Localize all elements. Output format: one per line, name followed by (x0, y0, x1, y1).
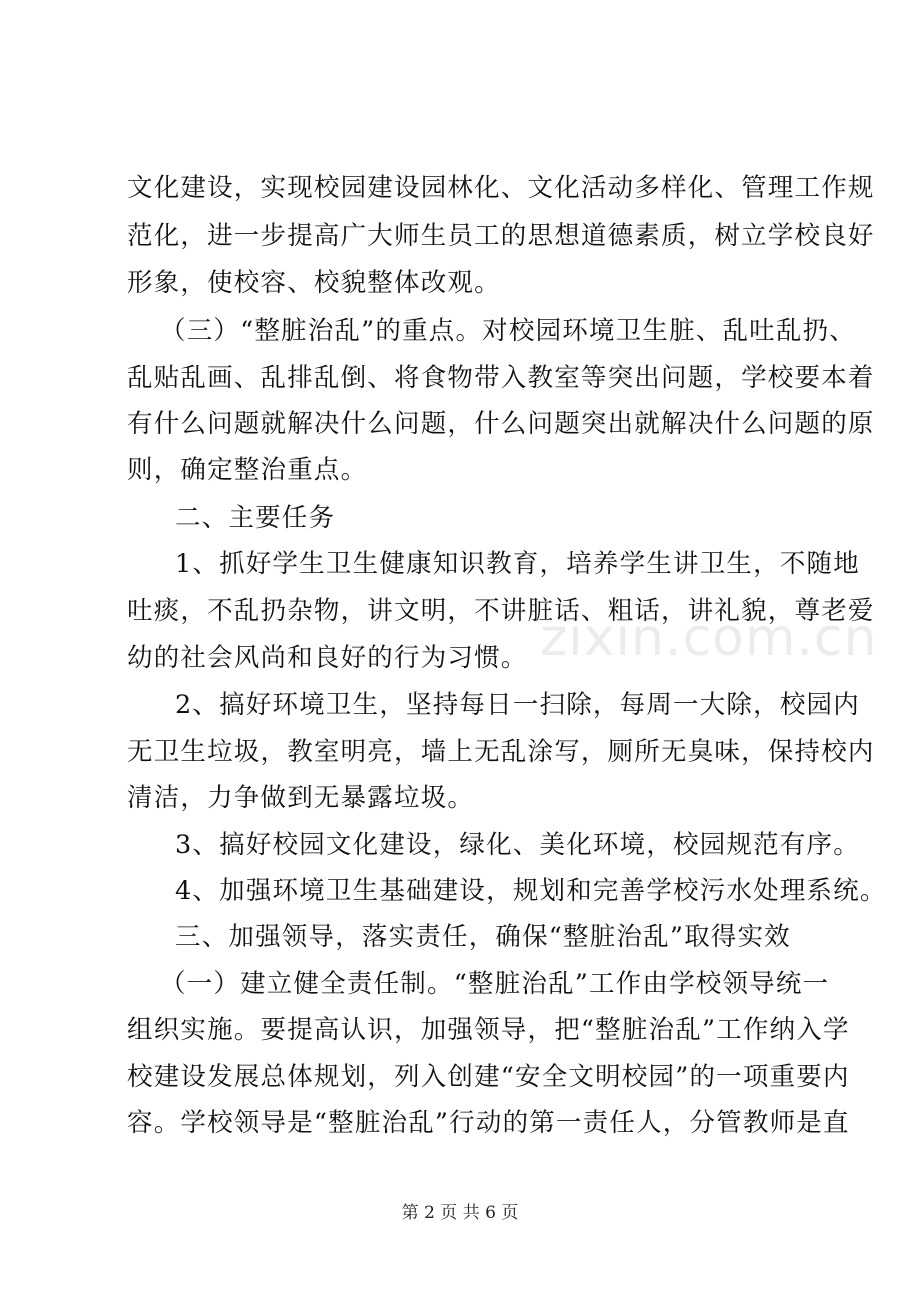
body-line: 容。学校领导是“整脏治乱”行动的第一责任人，分管教师是直 (127, 1108, 850, 1138)
list-item-line: 4、加强环境卫生基础建设，规划和完善学校污水处理系统。 (175, 876, 887, 906)
page-footer: 第 2 页 共 6 页 (401, 1203, 519, 1223)
list-item-line: 3、搞好校园文化建设，绿化、美化环境，校园规范有序。 (175, 830, 860, 860)
list-item-line: 1、抓好学生卫生健康知识教育，培养学生讲卫生，不随地 (175, 549, 860, 579)
body-line: 有什么问题就解决什么问题，什么问题突出就解决什么问题的原 (127, 409, 875, 439)
body-line: 吐痰，不乱扔杂物，讲文明，不讲脏话、粗话，讲礼貌，尊老爱 (127, 596, 875, 626)
section-heading: 二、主要任务 (175, 503, 336, 533)
list-item-line: 2、搞好环境卫生，坚持每日一扫除，每周一大除，校园内 (175, 690, 860, 720)
body-line: 组织实施。要提高认识，加强领导，把“整脏治乱”工作纳入学 (127, 1015, 850, 1045)
body-line: 范化，进一步提高广大师生员工的思想道德素质，树立学校良好 (127, 221, 875, 251)
watermark: zixin.com.cn (540, 608, 878, 668)
body-line: 清洁，力争做到无暴露垃圾。 (127, 783, 475, 813)
body-line: 幼的社会风尚和良好的行为习惯。 (127, 643, 528, 673)
body-line: 无卫生垃圾，教室明亮，墙上无乱涂写，厕所无臭味，保持校内 (127, 737, 875, 767)
section-heading-line: （三）“整脏治乱”的重点。对校园环境卫生脏、乱吐乱扔、 (160, 316, 856, 346)
body-line: 校建设发展总体规划，列入创建“安全文明校园”的一项重要内 (127, 1062, 850, 1092)
body-line: 文化建设，实现校园建设园林化、文化活动多样化、管理工作规 (127, 173, 875, 203)
section-heading: 三、加强领导，落实责任，确保“整脏治乱”取得实效 (175, 922, 791, 952)
subsection-line: （一）建立健全责任制。“整脏治乱”工作由学校领导统一 (160, 969, 830, 999)
body-line: 则，确定整治重点。 (127, 455, 368, 485)
body-line: 乱贴乱画、乱排乱倒、将食物带入教室等突出问题，学校要本着 (127, 363, 875, 393)
body-line: 形象，使校容、校貌整体改观。 (127, 268, 501, 298)
